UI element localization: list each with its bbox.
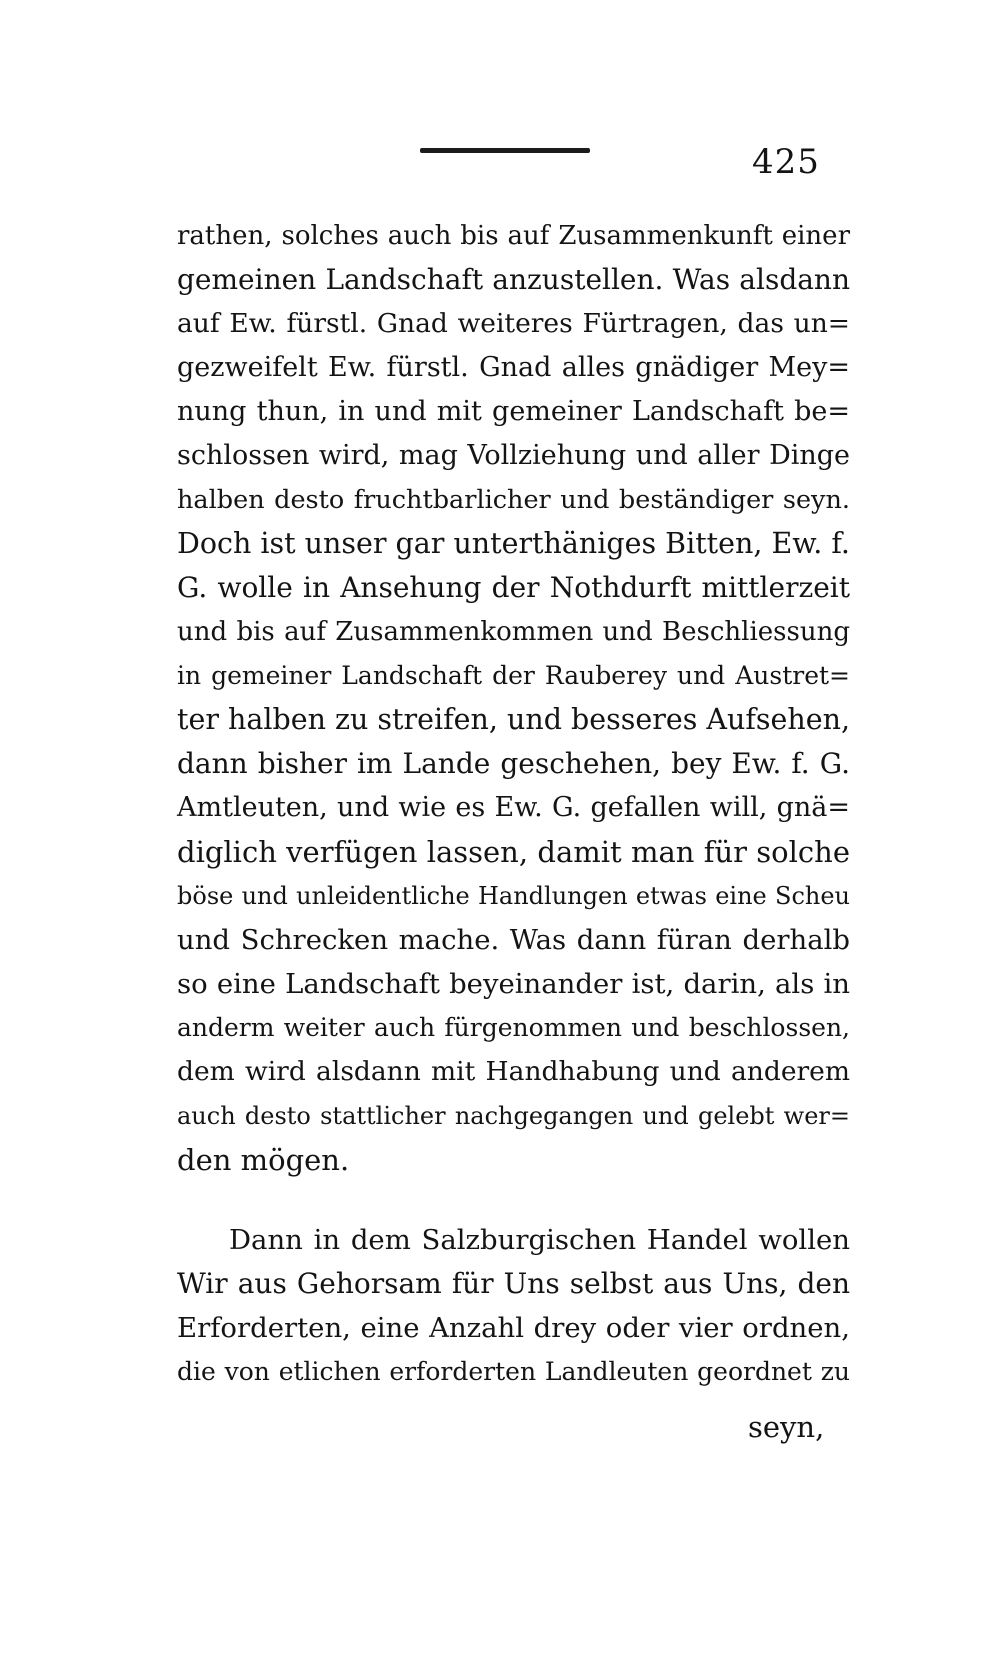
text-line: Wir aus Gehorsam für Uns selbst aus Uns, den xyxy=(177,1267,850,1300)
text-line: Doch ist unser gar unterthäniges Bitten, Ew. f. xyxy=(177,527,850,560)
text-line: schlossen wird, mag Vollziehung und aller Dinge xyxy=(177,440,850,471)
paragraph-1 xyxy=(177,214,850,1182)
text-line: G. wolle in Ansehung der Nothdurft mittlerzeit xyxy=(177,571,850,604)
text-line: halben desto fruchtbarlicher und beständiger seyn. xyxy=(177,485,850,515)
text-line: auf Ew. fürstl. Gnad weiteres Fürtragen, das un= xyxy=(177,308,850,339)
text-line: den mögen. xyxy=(177,1143,350,1177)
text-line: gemeinen Landschaft anzustellen. Was alsdann xyxy=(177,263,850,296)
text-line: böse und unleidentliche Handlungen etwas eine Scheu xyxy=(177,882,850,910)
text-line: in gemeiner Landschaft der Rauberey und Austret= xyxy=(177,661,850,690)
text-line: und bis auf Zusammenkommen und Beschliessung xyxy=(177,617,850,647)
text-line: diglich verfügen lassen, damit man für solche xyxy=(177,835,850,869)
text-line: dem wird alsdann mit Handhabung und anderem xyxy=(177,1056,850,1087)
text-line: anderm weiter auch fürgenommen und beschlossen, xyxy=(177,1013,850,1042)
text-line: nung thun, in und mit gemeiner Landschaft be= xyxy=(177,396,850,427)
text-line: und Schrecken mache. Was dann füran derhalb xyxy=(177,924,850,956)
text-line: ter halben zu streifen, und besseres Aufsehen, xyxy=(177,703,851,736)
header-rule xyxy=(420,148,590,153)
paragraph-2 xyxy=(177,1218,850,1394)
page-number: 425 xyxy=(752,142,820,182)
text-line: Dann in dem Salzburgischen Handel wollen xyxy=(229,1224,850,1256)
text-line: dann bisher im Lande geschehen, bey Ew. f. G. xyxy=(177,747,850,780)
text-line: rathen, solches auch bis auf Zusammenkunft einer xyxy=(177,221,850,251)
catchword: seyn, xyxy=(748,1410,825,1444)
text-line: Erforderten, eine Anzahl drey oder vier ordnen, xyxy=(177,1312,850,1344)
text-line: so eine Landschaft beyeinander ist, darin, als in xyxy=(177,968,850,1000)
text-line: auch desto stattlicher nachgegangen und gelebt wer= xyxy=(177,1102,850,1130)
text-line: Amtleuten, und wie es Ew. G. gefallen will, gnä= xyxy=(177,792,850,823)
text-line: die von etlichen erforderten Landleuten geordnet zu xyxy=(177,1357,850,1386)
text-line: gezweifelt Ew. fürstl. Gnad alles gnädiger Mey= xyxy=(177,352,850,383)
